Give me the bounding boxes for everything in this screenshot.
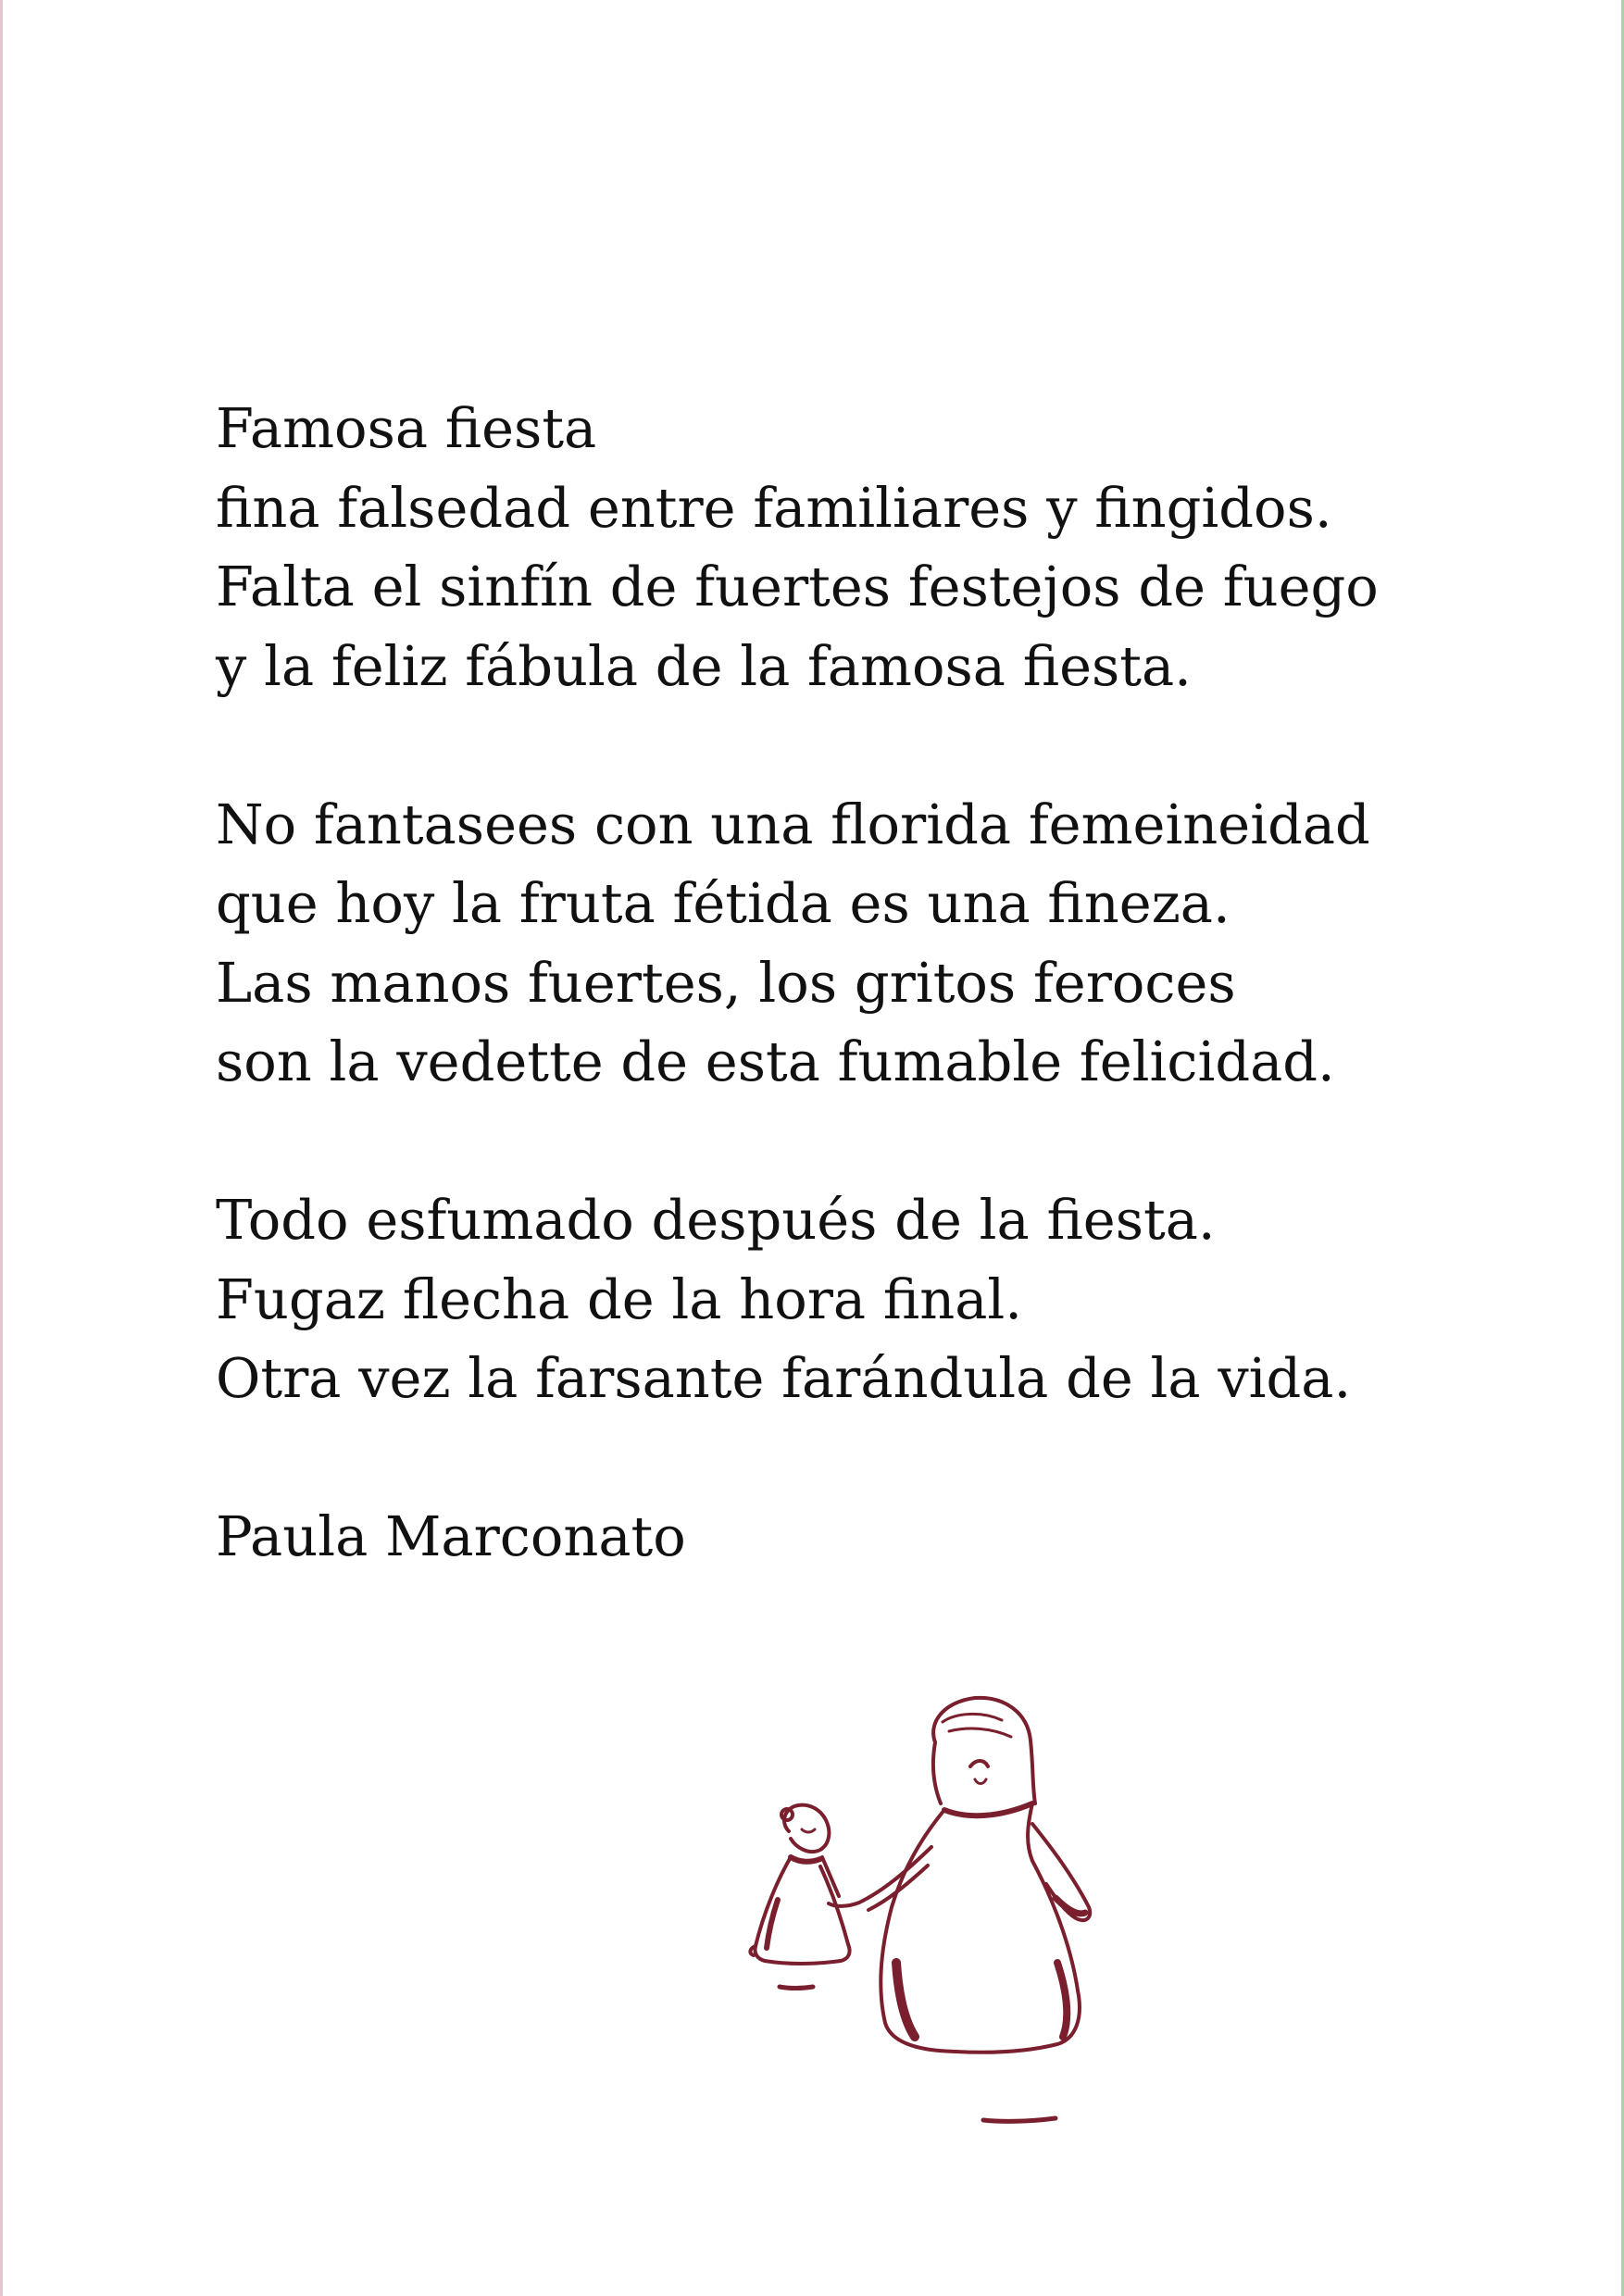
poem-line: Todo esfumado después de la fiesta. — [216, 1188, 1216, 1252]
poem-line: Falta el sinfín de fuertes festejos de fuego — [216, 555, 1379, 618]
poem-line: y la feliz fábula de la famosa fiesta. — [216, 633, 1192, 698]
poem-line: Famosa fiesta — [216, 396, 597, 460]
poem-line: son la vedette de esta fumable felicidad. — [216, 1029, 1335, 1093]
poem — [216, 389, 1447, 1577]
poem-line: Fugaz flecha de la hora final. — [216, 1267, 1022, 1331]
poem-line: fina falsedad entre familiares y fingidos. — [216, 475, 1332, 540]
stanza-1 — [216, 389, 1447, 705]
poem-line: que hoy la fruta fétida es una fineza. — [216, 871, 1230, 935]
author-signature: Paula Marconato — [216, 1504, 686, 1568]
stanza-3 — [216, 1180, 1447, 1418]
child-figure — [750, 1805, 849, 1989]
adult-figure — [829, 1698, 1090, 2121]
poem-line: Las manos fuertes, los gritos feroces — [216, 950, 1236, 1015]
poem-line: Otra vez la farsante farándula de la vida. — [216, 1346, 1352, 1410]
adult-holding-child-hand-icon — [713, 1685, 1194, 2166]
poem-line: No fantasees con una florida femeineidad — [216, 792, 1370, 856]
stanza-2 — [216, 785, 1447, 1102]
left-edge-border — [0, 0, 3, 2296]
